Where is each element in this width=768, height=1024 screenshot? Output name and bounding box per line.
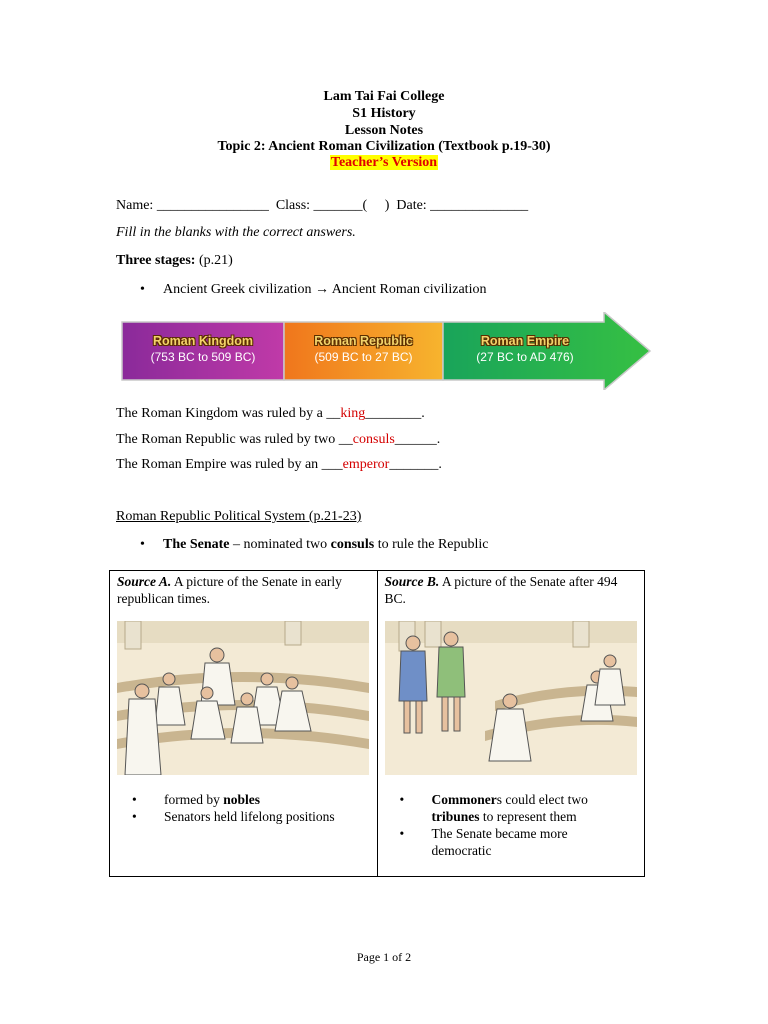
- source-a-label: Source A.: [117, 574, 172, 589]
- senate-text-end: to rule the Republic: [374, 537, 489, 552]
- senate-bullet: [140, 537, 489, 553]
- fill-text: ________.: [365, 406, 425, 421]
- doc-type: Lesson Notes: [344, 123, 424, 138]
- stage-dates: (27 BC to AD 476): [476, 350, 574, 364]
- source-a-caption: [117, 573, 367, 607]
- stage-roman-republic: [284, 321, 443, 381]
- stage-title: Roman Republic: [314, 334, 413, 348]
- consuls-bold: consuls: [330, 537, 375, 552]
- stage-title: Roman Empire: [480, 334, 570, 348]
- greek-roman-text: Ancient Greek civilization → Ancient Roman civilization: [163, 282, 487, 297]
- three-stages-heading: [116, 253, 233, 269]
- version-label: [0, 155, 768, 171]
- point-bold: tribunes: [431, 809, 480, 824]
- source-b-label: Source B.: [384, 574, 440, 589]
- stage-roman-kingdom: [122, 321, 284, 381]
- greek-roman-bullet: [140, 282, 486, 298]
- point-bold: Commoner: [431, 792, 497, 807]
- senate-bold: The Senate: [163, 537, 230, 552]
- three-stages-page: (p.21): [195, 253, 233, 268]
- point-text: Senators held lifelong positions: [164, 809, 335, 824]
- source-a-cell: [110, 571, 378, 877]
- stage-roman-empire: [443, 321, 607, 381]
- fill-republic: [116, 432, 440, 448]
- three-stages-label: Three stages:: [116, 253, 196, 268]
- answer-king: king: [340, 406, 366, 421]
- topic-title: Topic 2: Ancient Roman Civilization (Textbook p.19-30): [217, 139, 551, 154]
- fill-text: The Roman Republic was ruled by two __: [116, 432, 353, 447]
- source-a-points: [132, 791, 335, 825]
- point-bold: nobles: [223, 792, 260, 807]
- fill-empire: [116, 457, 442, 473]
- subject: S1 History: [352, 106, 416, 121]
- teacher-version: Teacher’s Version: [330, 155, 438, 170]
- list-item: [132, 791, 335, 808]
- list-item: [400, 791, 622, 825]
- school-name: Lam Tai Fai College: [323, 89, 445, 104]
- source-b-points: [400, 791, 622, 859]
- stage-dates: (509 BC to 27 BC): [314, 350, 413, 364]
- fill-kingdom: [116, 406, 425, 422]
- fill-text: The Roman Empire was ruled by an ___: [116, 457, 343, 472]
- sources-table: [109, 570, 645, 877]
- stage-title: Roman Kingdom: [153, 334, 253, 348]
- source-b-cell: [377, 571, 645, 877]
- point-text: The Senate became more democratic: [431, 826, 568, 858]
- source-a-text: A picture of the Senate in early republican times.: [117, 574, 342, 606]
- senate-text: – nominated two: [229, 537, 331, 552]
- point-text: s could elect two: [496, 792, 588, 807]
- point-text: to represent them: [479, 809, 577, 824]
- fill-text: _______.: [389, 457, 442, 472]
- senate-after-494bc-illustration: [385, 621, 637, 775]
- page-number: Page 1 of 2: [356, 950, 412, 964]
- list-item: [132, 808, 335, 825]
- section-title: Roman Republic Political System (p.21-23): [116, 509, 362, 524]
- bullet-mark: •: [140, 537, 145, 552]
- answer-emperor: emperor: [342, 457, 390, 472]
- stage-dates: (753 BC to 509 BC): [150, 350, 256, 364]
- source-b-caption: [385, 573, 635, 607]
- fill-text: ______.: [394, 432, 441, 447]
- fill-text: The Roman Kingdom was ruled by a __: [116, 406, 341, 421]
- timeline-arrow: [120, 312, 652, 390]
- bullet-mark: •: [140, 282, 145, 297]
- answer-consuls: consuls: [352, 432, 395, 447]
- point-text: formed by: [164, 792, 224, 807]
- source-b-text: A picture of the Senate after 494 BC.: [384, 574, 618, 606]
- instruction: Fill in the blanks with the correct answers.: [116, 225, 356, 240]
- student-info-line: Name: ________________ Class: _______( ) Date: ______________: [116, 198, 529, 213]
- list-item: [400, 825, 622, 859]
- senate-early-illustration: [117, 621, 369, 775]
